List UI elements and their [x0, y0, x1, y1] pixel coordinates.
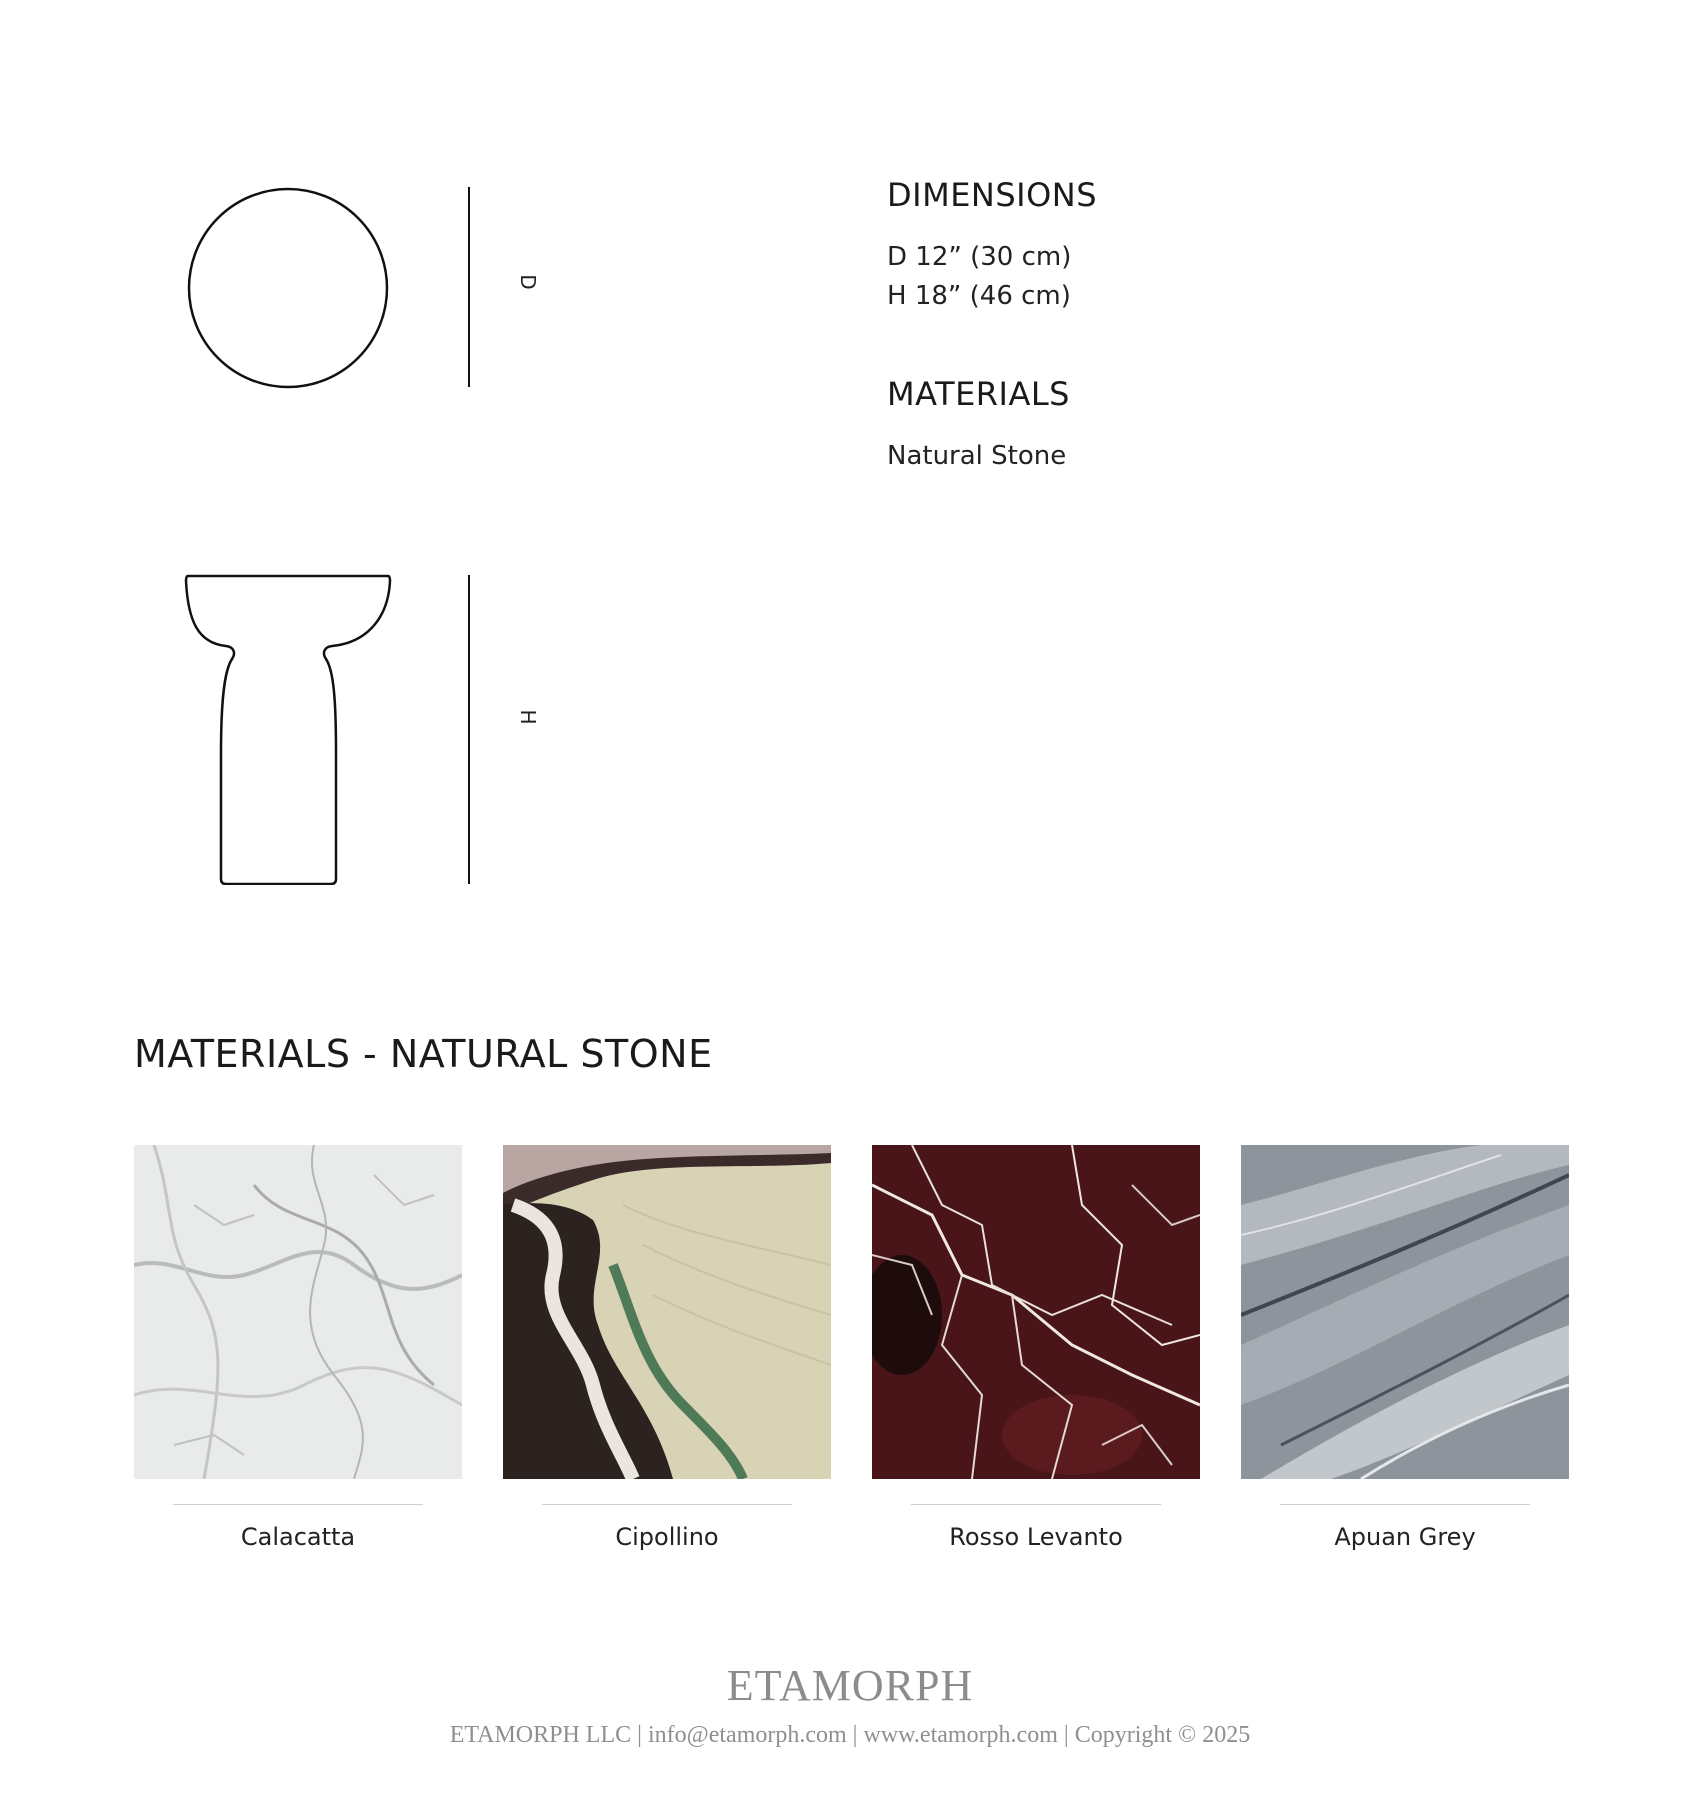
swatch-cipollino: [503, 1145, 831, 1551]
brand-logo-text: ETAMORPH: [726, 1661, 974, 1710]
swatch-label: Apuan Grey: [1334, 1523, 1476, 1551]
swatch-divider: [173, 1504, 423, 1505]
swatch-rosso-levanto: [872, 1145, 1200, 1551]
swatch-calacatta: [134, 1145, 462, 1551]
swatch-divider: [911, 1504, 1161, 1505]
swatch-divider: [542, 1504, 792, 1505]
separator: |: [852, 1722, 858, 1748]
side-view-drawing: [184, 573, 392, 885]
height-label: H: [516, 709, 540, 725]
dimensions-values: [887, 238, 1071, 316]
swatch-label: Calacatta: [240, 1523, 356, 1551]
materials-value: Natural Stone: [887, 441, 1067, 471]
top-view-drawing: [186, 186, 390, 390]
separator: |: [1063, 1722, 1069, 1748]
calacatta-stone-image: [134, 1145, 462, 1479]
swatch-label: Cipollino: [615, 1523, 719, 1551]
swatch-divider: [1280, 1504, 1530, 1505]
company-name: ETAMORPH LLC: [449, 1722, 632, 1748]
dimensions-heading: DIMENSIONS: [887, 176, 1098, 214]
rosso-levanto-stone-image: [872, 1145, 1200, 1479]
materials-heading: MATERIALS: [887, 375, 1070, 413]
separator: |: [637, 1722, 642, 1748]
diameter-label: D: [516, 274, 540, 290]
diameter-dimension-line: [468, 187, 470, 387]
height-dimension-line: [468, 575, 470, 884]
swatch-apuan-grey: [1241, 1145, 1569, 1551]
website-link[interactable]: www.etamorph.com: [863, 1722, 1058, 1748]
copyright-text: Copyright © 2025: [1074, 1722, 1251, 1748]
height-value: H 18” (46 cm): [887, 281, 1071, 311]
email-link[interactable]: info@etamorph.com: [647, 1722, 847, 1748]
swatches-heading: MATERIALS - NATURAL STONE: [134, 1032, 713, 1076]
apuan-grey-stone-image: [1241, 1145, 1569, 1479]
diameter-value: D 12” (30 cm): [887, 242, 1072, 272]
swatch-label: Rosso Levanto: [949, 1523, 1123, 1551]
footer-info: [0, 1722, 1700, 1749]
cipollino-stone-image: [503, 1145, 831, 1479]
